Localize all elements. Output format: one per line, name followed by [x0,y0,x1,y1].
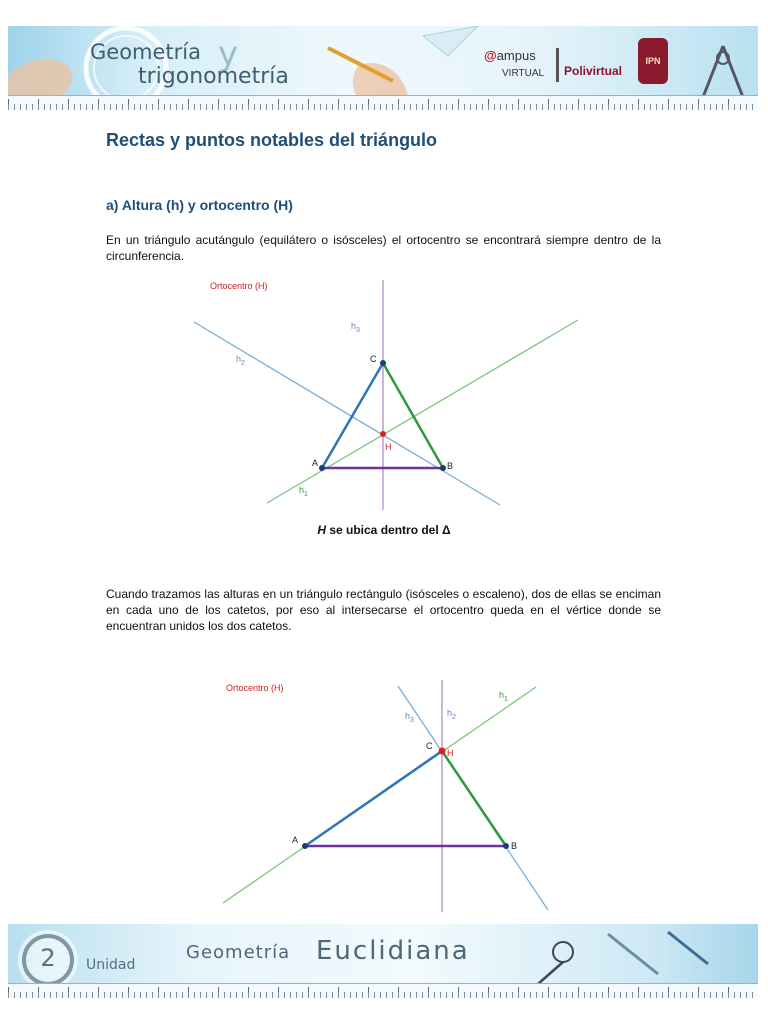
figure1-caption [0,523,768,537]
footer-subject-euclidiana: Euclidiana [316,936,470,966]
orthocenter-point [380,431,386,437]
figure-acute-triangle [0,270,768,530]
label-h1-fig2: $h_1$ [499,690,508,703]
label-b-fig2: B [511,841,518,851]
ipn-seal-icon [638,38,668,84]
section-heading: a) Altura (h) y ortocentro (H) [106,197,293,213]
label-a: A [312,458,319,468]
figure1-legend: Ortocentro (H) [210,281,268,291]
caption-text: se ubica dentro del Δ [326,523,451,537]
vertex-a-fig2 [302,843,308,849]
label-b: B [447,461,454,471]
label-c-fig2: C [426,741,433,751]
vertex-b-fig2 [503,843,509,849]
label-a-fig2: A [292,835,299,845]
label-h-orthocenter: H [385,442,392,452]
footer-banner [8,924,758,998]
altitude-h1 [267,320,578,503]
caption-italic-h: H [317,523,326,537]
label-h-fig2: H [447,748,454,758]
label-h2-fig2: $h_2$ [447,708,456,721]
figure-right-triangle [0,672,768,912]
brand-virtual: VIRTUAL [502,68,545,79]
vertex-a [319,465,325,471]
label-h1: $h_1$ [299,485,308,498]
brand-campus: @ampus [484,48,536,63]
header-title-trigonometria: trigonometría [138,64,289,89]
brand-polivirtual: Polivirtual [564,64,623,78]
unit-label: Unidad [86,957,136,973]
header-title-connector: y [218,34,239,74]
label-c: C [370,354,377,364]
label-h2: $h_2$ [236,354,245,367]
altitude-h2 [194,322,500,505]
page-title: Rectas y puntos notables del triángulo [106,130,438,150]
footer-ruler [8,983,758,998]
paragraph-right: Cuando trazamos las alturas en un triángulo rectángulo (isósceles o escaleno), dos de ellas se enciman en cada uno de los catetos, por eso al intersecarse el ortocentro queda en el vértice donde se encuentran unidos los dos catetos. [106,587,661,633]
vertex-b [440,465,446,471]
brand-divider [556,48,559,82]
header-title-geometria: Geometría [90,40,201,64]
side-ac-fig2 [305,751,442,846]
header-banner [8,26,758,110]
vertex-c-orthocenter-fig2 [439,748,446,755]
paragraph-acute: En un triángulo acutángulo (equilátero o isósceles) el ortocentro se encontrará siempre dentro de la circunferencia. [106,233,661,263]
ipn-seal-text: IPN [645,56,661,66]
figure2-legend: Ortocentro (H) [226,683,284,693]
footer-subject-geometria: Geometría [186,942,291,963]
label-h3: $h_3$ [351,321,360,334]
unit-number: 2 [40,944,56,972]
label-h3-fig2: $h_3$ [405,711,414,724]
header-ruler [8,95,758,110]
side-cb-fig2 [442,751,506,846]
vertex-c [380,360,386,366]
